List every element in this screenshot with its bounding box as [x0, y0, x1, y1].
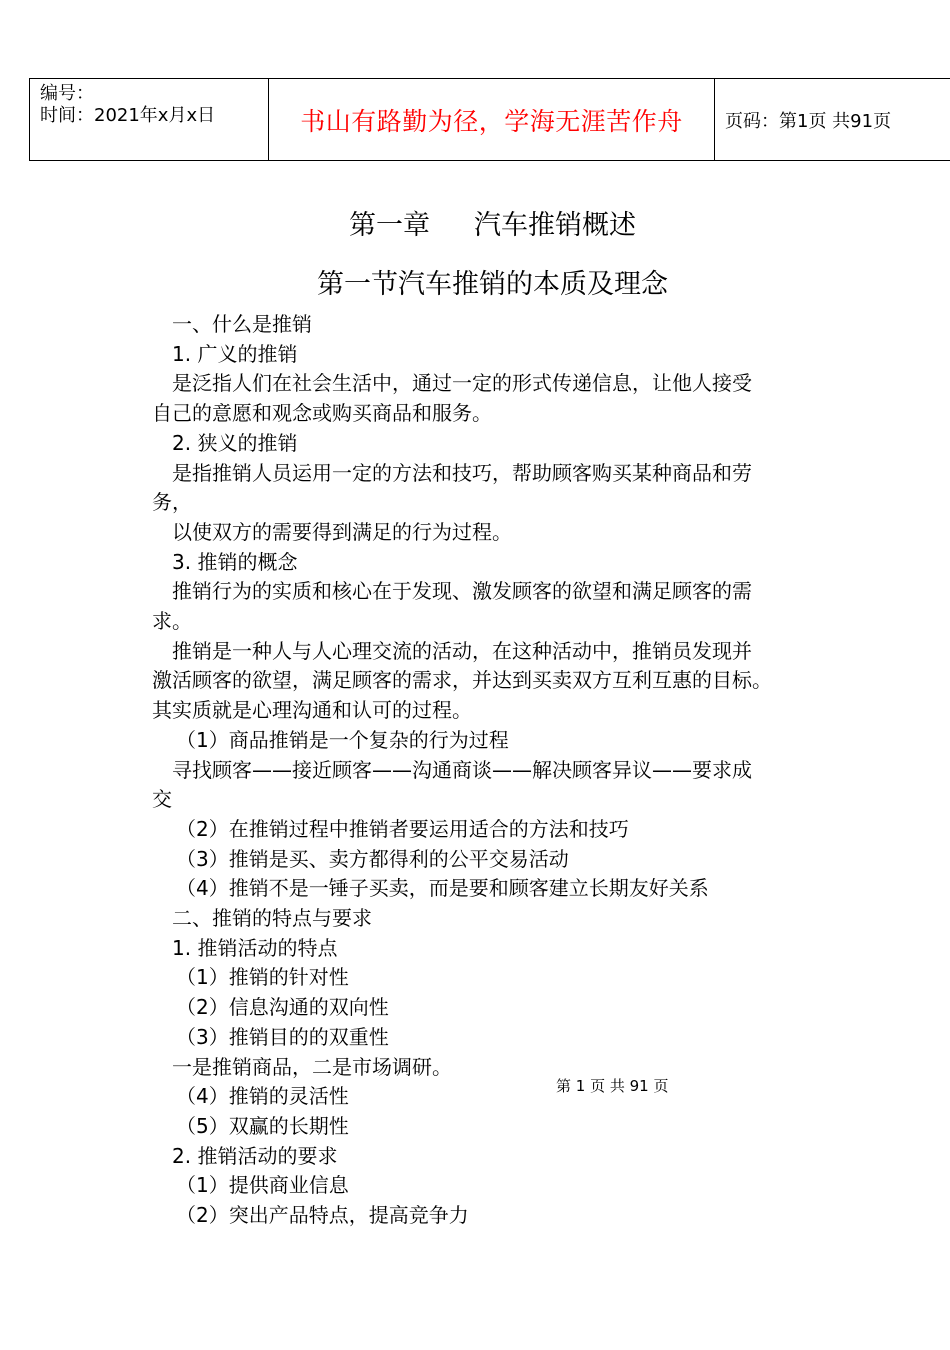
paragraph-line: 其实质就是心理沟通和认可的过程。: [152, 698, 472, 723]
list-item: （5）双赢的长期性: [176, 1113, 349, 1138]
header-page-cell: [715, 79, 950, 160]
section-title: 第一节汽车推销的本质及理念: [317, 269, 668, 300]
list-item: （4）推销不是一锤子买卖，而是要和顾客建立长期友好关系: [176, 876, 709, 901]
paragraph-line: 以使双方的需要得到满足的行为过程。: [172, 519, 512, 544]
list-item: （1）推销的针对性: [176, 965, 349, 990]
subheading-activity-features: 1. 推销活动的特点: [172, 935, 338, 960]
list-item: （4）推销的灵活性: [176, 1084, 349, 1109]
paragraph-line: 务，: [152, 490, 192, 515]
chapter-title: [0, 203, 950, 242]
paragraph-line: 求。: [152, 609, 192, 634]
paragraph-line: 是泛指人们在社会生活中，通过一定的形式传递信息，让他人接受: [172, 371, 752, 396]
list-item: （2）在推销过程中推销者要运用适合的方法和技巧: [176, 816, 629, 841]
subheading-activity-requirements: 2. 推销活动的要求: [172, 1143, 338, 1168]
header-motto-cell: [269, 79, 715, 160]
paragraph-line: 一是推销商品，二是市场调研。: [172, 1054, 452, 1079]
time-label: 时间：2021年x月x日: [40, 105, 216, 126]
list-item: （2）信息沟通的双向性: [176, 995, 389, 1020]
list-item: （2）突出产品特点，提高竞争力: [176, 1203, 469, 1228]
list-item: （3）推销目的的双重性: [176, 1024, 389, 1049]
paragraph-line: 自己的意愿和观念或购买商品和服务。: [152, 401, 492, 426]
list-item: （3）推销是买、卖方都得利的公平交易活动: [176, 846, 569, 871]
heading-features: 二、推销的特点与要求: [172, 906, 372, 931]
paragraph-line: 推销行为的实质和核心在于发现、激发顾客的欲望和满足顾客的需: [172, 579, 752, 604]
document-body: [152, 310, 842, 1231]
heading-what-is-selling: 一、什么是推销: [172, 312, 312, 336]
header-meta-cell: [30, 79, 269, 160]
page-code: 页码：第1页 共91页: [725, 110, 892, 132]
paragraph-line: 寻找顾客——接近顾客——沟通商谈——解决顾客异议——要求成: [172, 757, 752, 782]
chapter-number: 第一章: [349, 210, 430, 241]
subheading-concept: 3. 推销的概念: [172, 549, 298, 574]
motto-text: 书山有路勤为径，学海无涯苦作舟: [300, 106, 683, 136]
paragraph-line: 激活顾客的欲望，满足顾客的需求，并达到买卖双方互利互惠的目标。: [152, 668, 772, 693]
list-item: （1）提供商业信息: [176, 1173, 349, 1198]
list-item: （1）商品推销是一个复杂的行为过程: [176, 727, 509, 752]
paragraph-line: 推销是一种人与人心理交流的活动，在这种活动中，推销员发现并: [172, 638, 752, 663]
chapter-subject: 汽车推销概述: [474, 210, 636, 241]
subheading-narrow: 2. 狭义的推销: [172, 430, 298, 455]
paragraph-line: 交: [152, 787, 172, 812]
header-table: [29, 78, 950, 161]
paragraph-line: 是指推销人员运用一定的方法和技巧，帮助顾客购买某种商品和劳: [172, 460, 752, 485]
footer-page-number: 第 1 页 共 91 页: [556, 1077, 669, 1095]
subheading-broad: 1. 广义的推销: [172, 341, 298, 366]
number-label: 编号：: [40, 83, 94, 104]
